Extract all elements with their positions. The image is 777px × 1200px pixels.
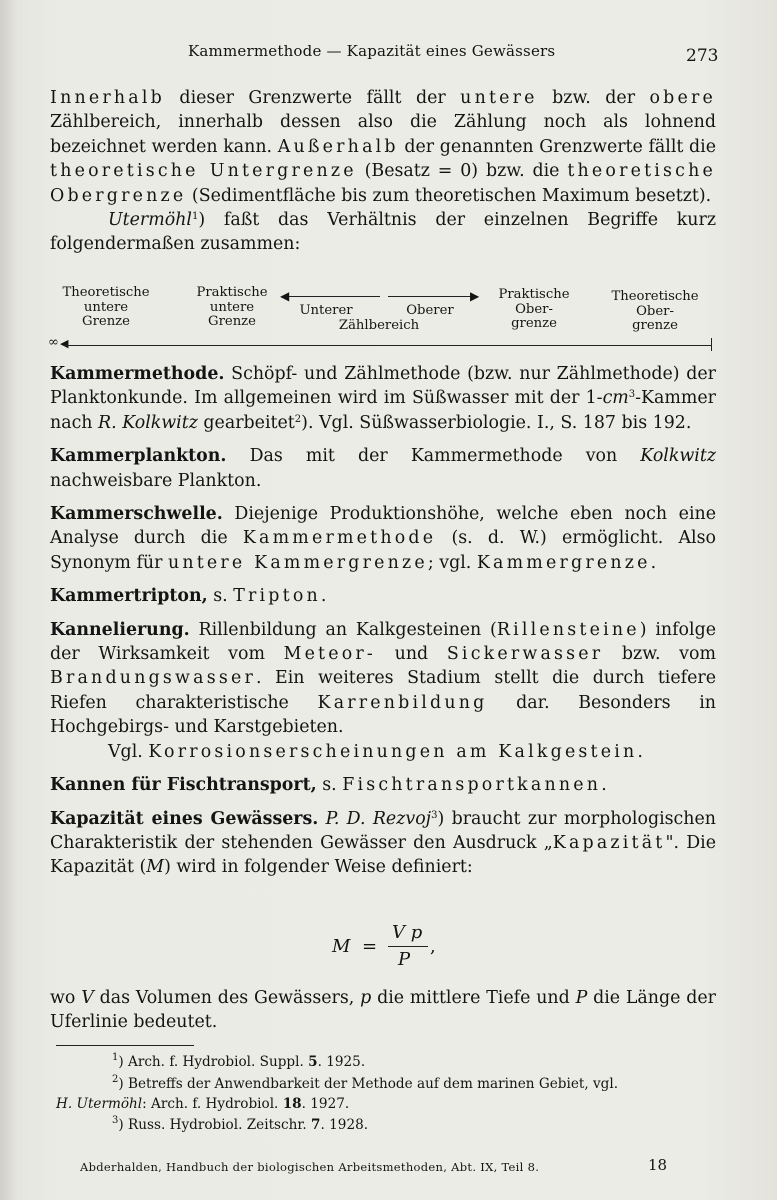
diagram-baseline (64, 345, 712, 346)
equation-numerator: V p (392, 922, 423, 943)
range-diagram (46, 286, 716, 358)
diagram-counting-range: Zählbereich (338, 318, 420, 333)
infinity-symbol: ∞ (48, 335, 59, 350)
entry-kannen: Kannen für Fischtransport, s. Fischtransportkannen. (50, 775, 607, 796)
entry-kammerschwelle: Kammerschwelle. Diejenige Produktionshöhe, welche eben noch eine Analyse durch die Kammermethode (s. d. W.) ermöglicht. Also Synonym für untere Kammergrenze; vgl. Kammergrenze. (50, 504, 716, 573)
entry-kammertripton: Kammertripton, s. Tripton. (50, 586, 327, 607)
signature-mark: 18 (648, 1156, 668, 1174)
entries (50, 362, 716, 880)
diagram-left-arrow-line (284, 296, 380, 297)
entry-kannelierung-crossref: Vgl. Korrosionserscheinungen am Kalkgestein. (108, 741, 643, 762)
diagram-practical-lower-limit: Praktische untere Grenze (196, 285, 268, 330)
diagram-end-tick (711, 338, 712, 351)
running-header: Kammermethode — Kapazität eines Gewässers (188, 42, 556, 60)
main-text (50, 86, 716, 257)
book-page: Kammermethode — Kapazität eines Gewässers 273 Innerhalb dieser Grenzwerte fällt der untere bzw. der obere Zählbereich, innerhalb dessen also die Zählung noch als lohnend bezeichnet werden kann. Außerhalb der genannten Grenzwerte fällt die theoretische Untergrenze (Besatz = 0) bzw. die theoretische Obergrenze (Sedimentfläche bis zum theoretischen Maximum besetzt). Utermöhl$^1$) faßt das Verhältnis der einzelnen Begriffe kurz folgendermaßen zusammen: Theoretische untere Grenze Praktische untere Grenze Unterer Oberer Zählbereich Praktische Ober- grenze Theoretische Ober- grenze ◀ ▶ ∞ ◀ Kammermethode. Schöpf- und Zählmethode (bzw. nur Zählmethode) der Planktonkunde. Im allgemeinen wird im Süßwasser mit der $1-cm^3$-Kammer nach R. Kolkwitz gearbeitet$^2$). Vgl. Süßwasserbiologie. I., S. 187 bis 192. Kammerplankton. Das mit der Kammermethode von Kolkwitz nachweisbare Plankton. Kammerschwelle. Diejenige Produktionshöhe, welche eben noch eine Analyse durch die Kammermethode (s. d. W.) ermöglicht. Also Synonym für untere Kammergrenze; vgl. Kammergrenze. Kammertripton, s. Tripton. Kannelierung. Rillenbildung an Kalkgesteinen (Rillensteine) infolge der Wirksamkeit vom Meteor- und Sickerwasser bzw. vom Brandungswasser. Ein weiteres Stadium stellt die durch tiefere Riefen charakteristische Karrenbildung dar. Besonders in Hochgebirgs- und Karstgebieten. Vgl. Korrosionserscheinungen am Kalkgestein. Kannen für Fischtransport, s. Fischtransportkannen. Kapazität eines Gewässers. P. D. Rezvoj$^3$) braucht zur morphologischen Charakteristik der stehenden Gewässer den Ausdruck „Kapazität". Die Kapazität (M) wird in folgender Weise definiert: M = V p P , wo V das Volumen des Gewässers, p die mittlere Tiefe und P die Länge der Uferlinie bedeutet. $^1$) Arch. f. Hydrobiol. Suppl. 5. 1925. $^2$) Betreffs der Anwendbarkeit der Methode auf dem marinen Gebiet, vgl. H. Utermöhl: Arch. f. Hydrobiol. 18. 1927. $^3$) Russ. Hydrobiol. Zeitschr. 7. 1928. Abderhalden, Handbuch der biologischen Arbeitsmethoden, Abt. IX, Teil 8. 18 (0, 0, 777, 1200)
diagram-right-arrow-line (388, 296, 474, 297)
footnote-2-continued: H. Utermöhl: Arch. f. Hydrobiol. 18. 1927. (56, 1096, 350, 1112)
fraction-bar (388, 946, 428, 947)
paragraph-2: Utermöhl$^1$) faßt das Verhältnis der einzelnen Begriffe kurz folgendermaßen zusammen: (50, 210, 716, 255)
entry-kammerplankton: Kammerplankton. Das mit der Kammermethode von Kolkwitz nachweisbare Plankton. (50, 446, 716, 491)
footnote-3: $^3$) Russ. Hydrobiol. Zeitschr. 7. 1928. (112, 1115, 369, 1133)
page-number: 273 (686, 46, 719, 66)
diagram-theoretical-lower-limit: Theoretische untere Grenze (62, 285, 150, 330)
diagram-upper-label: Oberer (406, 303, 454, 318)
diagram-practical-upper-limit: Praktische Ober- grenze (498, 287, 570, 332)
diagram-lower-label: Unterer (299, 303, 353, 318)
book-footer: Abderhalden, Handbuch der biologischen Arbeitsmethoden, Abt. IX, Teil 8. (80, 1160, 540, 1174)
footnote-2: $^2$) Betreffs der Anwendbarkeit der Methode auf dem marinen Gebiet, vgl. (112, 1074, 619, 1092)
entry-kannelierung: Kannelierung. Rillenbildung an Kalkgesteinen (Rillensteine) infolge der Wirksamkeit vom Meteor- und Sickerwasser bzw. vom Brandungswasser. Ein weiteres Stadium stellt die durch tiefere Riefen charakteristische Karrenbildung dar. Besonders in Hochgebirgs- und Karstgebieten. (50, 619, 716, 738)
arrowhead-right-icon: ▶ (470, 289, 480, 303)
footnote-1: $^1$) Arch. f. Hydrobiol. Suppl. 5. 1925. (112, 1052, 366, 1070)
diagram-theoretical-upper-limit: Theoretische Ober- grenze (611, 289, 699, 334)
paragraph-1: Innerhalb dieser Grenzwerte fällt der untere bzw. der obere Zählbereich, innerhalb dessen also die Zählung noch als lohnend bezeichnet werden kann. Außerhalb der genannten Grenzwerte fällt die theoretische Untergrenze (Besatz = 0) bzw. die theoretische Obergrenze (Sedimentfläche bis zum theoretischen Maximum besetzt). (50, 88, 716, 206)
entry-kapazitaet-definition: wo V das Volumen des Gewässers, p die mittlere Tiefe und P die Länge der Uferlinie bedeutet. (50, 988, 716, 1033)
arrowhead-left-icon: ◀ (280, 289, 290, 303)
entry-kapazitaet: Kapazität eines Gewässers. P. D. Rezvoj$^3$) braucht zur morphologischen Charakteristik der stehenden Gewässer den Ausdruck „Kapazität". Die Kapazität (M) wird in folgender Weise definiert: (50, 808, 716, 878)
equation-denominator: P (398, 949, 411, 970)
arrowhead-infinity-icon: ◀ (60, 337, 69, 350)
entry-kammermethode: Kammermethode. Schöpf- und Zählmethode (bzw. nur Zählmethode) der Planktonkunde. Im allgemeinen wird im Süßwasser mit der $1-cm^3$-Kammer nach R. Kolkwitz gearbeitet$^2$). Vgl. Süßwasserbiologie. I., S. 187 bis 192. (50, 364, 716, 433)
footnote-rule (56, 1045, 194, 1046)
